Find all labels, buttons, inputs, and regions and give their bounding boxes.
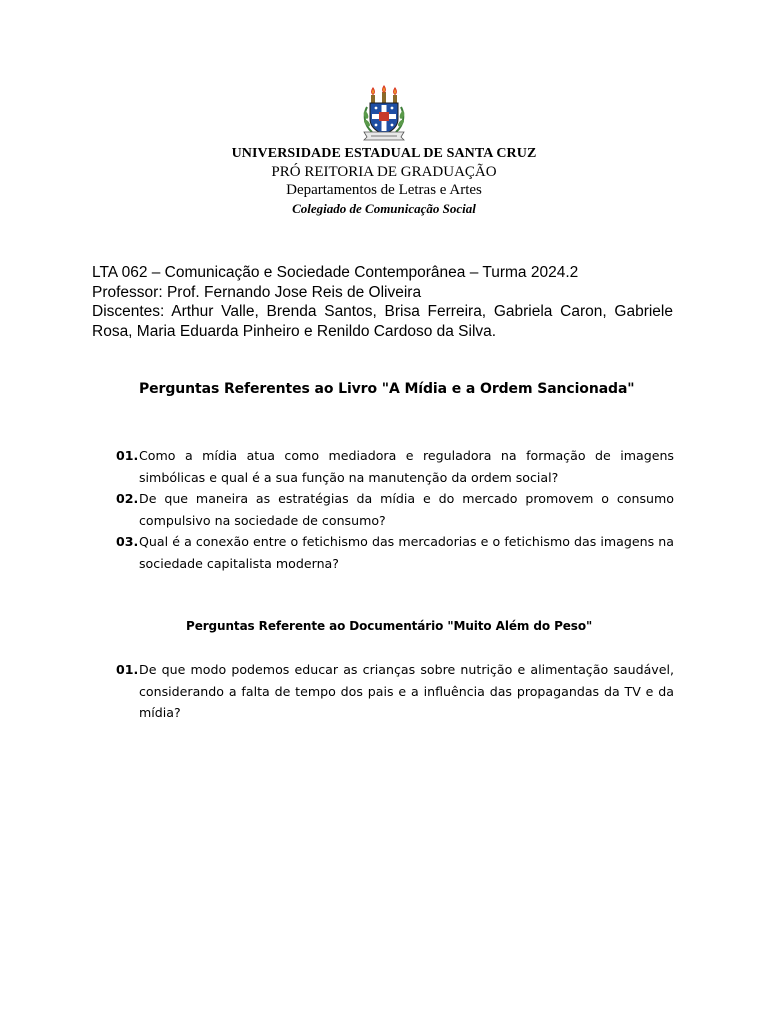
pro-reitoria: PRÓ REITORIA DE GRADUAÇÃO xyxy=(271,164,497,180)
question-list-book xyxy=(116,445,674,574)
section-title-book: Perguntas Referentes ao Livro "A Mídia e a Ordem Sancionada" xyxy=(139,381,635,397)
question-text: De que modo podemos educar as crianças sobre nutrição e alimentação saudável, considerando a falta de tempo dos pais e a influência das propagandas da TV e da mídia? xyxy=(139,662,674,720)
section-title-documentary: Perguntas Referente ao Documentário "Muito Além do Peso" xyxy=(186,619,593,633)
question-number: 01. xyxy=(116,448,139,463)
question-number: 01. xyxy=(116,662,139,677)
question-number: 03. xyxy=(116,534,139,549)
departments: Departamentos de Letras e Artes xyxy=(286,182,482,198)
students-line: Discentes: Arthur Valle, Brenda Santos, Brisa Ferreira, Gabriela Caron, Gabriele Rosa, Maria Eduarda Pinheiro e Renildo Cardoso da Silva. xyxy=(92,303,673,340)
question-item xyxy=(116,659,674,724)
question-list-documentary xyxy=(116,659,674,724)
question-item xyxy=(116,488,674,531)
course-line: LTA 062 – Comunicação e Sociedade Contemporânea – Turma 2024.2 xyxy=(92,264,579,281)
question-text: Como a mídia atua como mediadora e reguladora na formação de imagens simbólicas e qual é a sua função na manutenção da ordem social? xyxy=(139,448,674,485)
professor-line: Professor: Prof. Fernando Jose Reis de Oliveira xyxy=(92,284,422,301)
university-name: UNIVERSIDADE ESTADUAL DE SANTA CRUZ xyxy=(231,146,537,161)
university-crest-icon xyxy=(359,85,409,141)
question-item xyxy=(116,531,674,574)
question-text: De que maneira as estratégias da mídia e do mercado promovem o consumo compulsivo na sociedade de consumo? xyxy=(139,491,674,528)
question-text: Qual é a conexão entre o fetichismo das mercadorias e o fetichismo das imagens na sociedade capitalista moderna? xyxy=(139,534,674,571)
question-number: 02. xyxy=(116,491,139,506)
question-item xyxy=(116,445,674,488)
colegiado: Colegiado de Comunicação Social xyxy=(292,201,476,216)
